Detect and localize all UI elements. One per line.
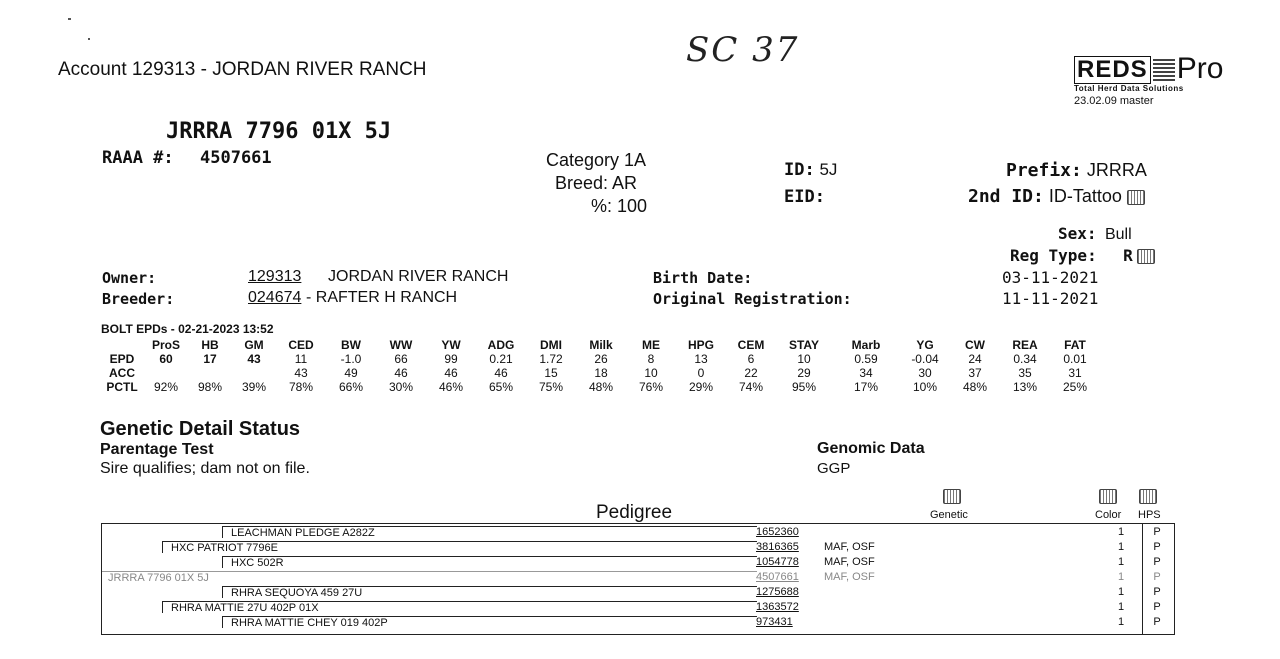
epd-cell: 76% [638,380,664,394]
epd-row-label: PCTL [106,380,138,394]
second-id-value: ID-Tattoo [1048,186,1122,206]
pedigree-name: LEACHMAN PLEDGE A282Z [222,526,757,538]
pedigree-row [102,616,1174,629]
epd-row [100,380,1100,394]
epd-cell: 8 [647,352,655,366]
id-field [784,160,837,180]
scan-speck [68,18,71,20]
second-id-field [968,186,1145,207]
epd-cell: 0.59 [854,352,878,366]
epd-row [100,366,1100,380]
pedigree-hps: P [1153,541,1161,553]
epd-cell: 13% [1012,380,1038,394]
epd-cell: 22 [744,366,758,380]
epd-cell: 46 [444,366,458,380]
epd-cell: 29 [797,366,811,380]
second-id-label: 2nd ID: [968,186,1044,207]
percent: %: 100 [591,196,648,216]
epd-cell: 0.34 [1013,352,1037,366]
pedigree-reg-link[interactable]: 1054778 [756,556,799,568]
pedigree-reg-link[interactable]: 1652360 [756,526,799,538]
epd-col-header: ADG [487,338,515,352]
pedigree-name: JRRRA 7796 01X 5J [102,571,757,583]
sex-label: Sex: [1058,224,1097,243]
owner-name: JORDAN RIVER RANCH [328,268,509,285]
pedigree-hps: P [1153,601,1161,613]
breeder-label: Breeder: [102,290,175,308]
pedigree-name: RHRA MATTIE 27U 402P 01X [162,601,757,613]
genetic-detail-title: Genetic Detail Status [100,418,301,440]
epd-row-label: EPD [109,352,135,366]
sex-value: Bull [1104,226,1132,243]
epd-col-header: DMI [540,338,562,352]
pedigree-hps: P [1153,586,1161,598]
orig-reg-date: 11-11-2021 [1002,289,1099,308]
epd-cell: 75% [538,380,564,394]
epd-col-header: CW [965,338,985,352]
epd-cell: 35 [1018,366,1032,380]
hps-book-icon[interactable] [1139,489,1157,504]
raaa-label: RAAA #: [102,148,174,168]
pedigree-name: RHRA SEQUOYA 459 27U [222,586,757,598]
epd-cell [188,366,232,380]
book-icon[interactable] [1137,249,1155,264]
epd-col-header: CED [288,338,314,352]
epd-cell: 46 [494,366,508,380]
pedigree-color: 1 [1117,601,1125,613]
epd-cell: 0.01 [1063,352,1087,366]
pedigree-color: 1 [1117,556,1125,568]
pedigree-color: 1 [1117,616,1125,628]
epd-col-header: YW [441,338,461,352]
pedigree-row [102,601,1174,614]
epd-cell: 18 [594,366,608,380]
parentage-test-title: Parentage Test [100,441,214,458]
pedigree-hps: P [1153,556,1161,568]
color-book-icon[interactable] [1099,489,1117,504]
category: Category 1A [546,150,647,170]
epd-table [100,338,1100,394]
epd-corner [100,338,144,352]
scan-speck [88,38,90,40]
genomic-data-value: GGP [817,460,851,477]
epd-cell: 15 [544,366,558,380]
pedigree-reg-link[interactable]: 1275688 [756,586,799,598]
epd-col-header: ProS [151,338,180,352]
pedigree-color: 1 [1117,526,1125,538]
genetic-label: Genetic [930,509,968,521]
pedigree-color: 1 [1117,541,1125,553]
pedigree-row-subject [102,571,1174,584]
account-line: Account 129313 - JORDAN RIVER RANCH [58,59,427,80]
handwritten-note: SC 37 [686,30,800,70]
epd-title: BOLT EPDs - 02-21-2023 13:52 [101,322,274,336]
epd-cell: 99 [444,352,458,366]
epd-cell: 31 [1068,366,1082,380]
pedigree-color: 1 [1117,586,1125,598]
epd-cell: 46 [394,366,408,380]
epd-col-header: REA [1012,338,1038,352]
pedigree-reg-link[interactable]: 973431 [756,616,793,628]
epd-cell: 74% [738,380,764,394]
reg-type-value: R [1123,246,1133,265]
logo-reds: REDS [1074,56,1151,84]
epd-cell: 78% [288,380,314,394]
pedigree-color: 1 [1117,571,1125,583]
epd-cell: 95% [791,380,817,394]
hps-label: HPS [1138,509,1161,521]
prefix-value: JRRRA [1086,160,1147,180]
birth-date: 03-11-2021 [1002,268,1099,287]
reds-pro-logo [1074,52,1224,85]
pedigree-hps: P [1153,526,1161,538]
pedigree-reg-link[interactable]: 3816365 [756,541,799,553]
epd-cell: 0 [697,366,705,380]
epd-cell: 66 [394,352,408,366]
epd-cell: 17 [203,352,217,366]
epd-cell: 26 [594,352,608,366]
prefix-field [1006,160,1147,181]
epd-header-row [100,338,1100,352]
book-icon[interactable] [1127,190,1145,205]
logo-grid-icon [1153,57,1175,81]
epd-cell: 0.21 [489,352,513,366]
epd-cell: 6 [747,352,755,366]
pedigree-title: Pedigree [596,502,673,523]
epd-cell: -0.04 [911,352,939,366]
breed: Breed: AR [555,173,638,193]
logo-tagline: Total Herd Data Solutions [1074,84,1184,93]
pedigree-row [102,556,1174,569]
epd-cell: 10% [912,380,938,394]
epd-col-header: GM [244,338,264,352]
id-label: ID: [784,160,815,180]
reg-type-field [1010,246,1155,266]
epd-col-header: Milk [589,338,613,352]
epd-col-header: HPG [687,338,714,352]
epd-cell: 10 [797,352,811,366]
pedigree-reg-link[interactable]: 4507661 [756,571,799,583]
epd-cell: 43 [247,352,261,366]
epd-cell: 98% [197,380,223,394]
epd-col-header: ME [642,338,660,352]
pedigree-note: MAF, OSF [824,571,875,583]
epd-row-label: ACC [109,366,135,380]
epd-cell: 34 [859,366,873,380]
orig-reg-label: Original Registration: [653,290,852,308]
logo-version: 23.02.09 master [1074,95,1154,107]
epd-cell: 1.72 [539,352,563,366]
epd-col-header: CEM [737,338,765,352]
epd-col-header: BW [341,338,361,352]
epd-cell: 29% [688,380,714,394]
owner-label: Owner: [102,269,157,287]
sex-field [1058,224,1132,244]
epd-cell: 48% [962,380,988,394]
epd-row [100,352,1100,366]
parentage-test-text: Sire qualifies; dam not on file. [100,460,310,477]
birth-date-label: Birth Date: [653,269,753,287]
pedigree-note: MAF, OSF [824,556,875,568]
pedigree-name: HXC 502R [222,556,757,568]
breeder-number-link[interactable]: 024674 [248,289,302,306]
genetic-book-icon[interactable] [943,489,961,504]
pedigree-row [102,586,1174,599]
prefix-label: Prefix: [1006,160,1082,181]
pedigree-note: MAF, OSF [824,541,875,553]
id-value: 5J [819,160,838,179]
pedigree-hps: P [1153,571,1161,583]
epd-cell: 13 [694,352,708,366]
epd-cell: 46% [438,380,464,394]
epd-cell: 25% [1062,380,1088,394]
epd-cell: 17% [853,380,879,394]
color-label: Color [1095,509,1122,521]
epd-col-header: STAY [788,338,819,352]
epd-cell: 92% [153,380,179,394]
owner-number-link[interactable]: 129313 [248,268,302,285]
epd-cell: 30% [388,380,414,394]
epd-cell: 11 [294,352,308,366]
pedigree-reg-link[interactable]: 1363572 [756,601,799,613]
epd-cell: 37 [968,366,982,380]
pedigree-row [102,541,1174,554]
epd-cell: 66% [338,380,364,394]
reg-type-label: Reg Type: [1010,246,1097,265]
epd-cell: -1.0 [340,352,362,366]
epd-cell: 48% [588,380,614,394]
epd-col-header: Marb [851,338,881,352]
breeder-name: - RAFTER H RANCH [306,289,458,306]
pedigree-row [102,526,1174,539]
raaa-number: 4507661 [200,148,272,168]
epd-col-header: FAT [1064,338,1086,352]
epd-col-header: WW [389,338,413,352]
pedigree-table [101,523,1175,635]
epd-cell: 65% [488,380,514,394]
pedigree-hps: P [1153,616,1161,628]
epd-cell [232,366,276,380]
epd-cell: 49 [344,366,358,380]
epd-col-header: YG [916,338,934,352]
genomic-data-title: Genomic Data [817,440,925,457]
epd-cell: 60 [159,352,173,366]
animal-name: JRRRA 7796 01X 5J [166,119,392,144]
eid-label: EID: [784,187,825,207]
epd-cell: 43 [294,366,308,380]
pedigree-name: HXC PATRIOT 7796E [162,541,757,553]
epd-cell [144,366,188,380]
epd-cell: 24 [968,352,982,366]
epd-cell: 30 [918,366,932,380]
epd-cell: 10 [644,366,658,380]
epd-col-header: HB [201,338,219,352]
pedigree-name: RHRA MATTIE CHEY 019 402P [222,616,757,628]
logo-pro: Pro [1176,52,1224,85]
epd-cell: 39% [241,380,267,394]
